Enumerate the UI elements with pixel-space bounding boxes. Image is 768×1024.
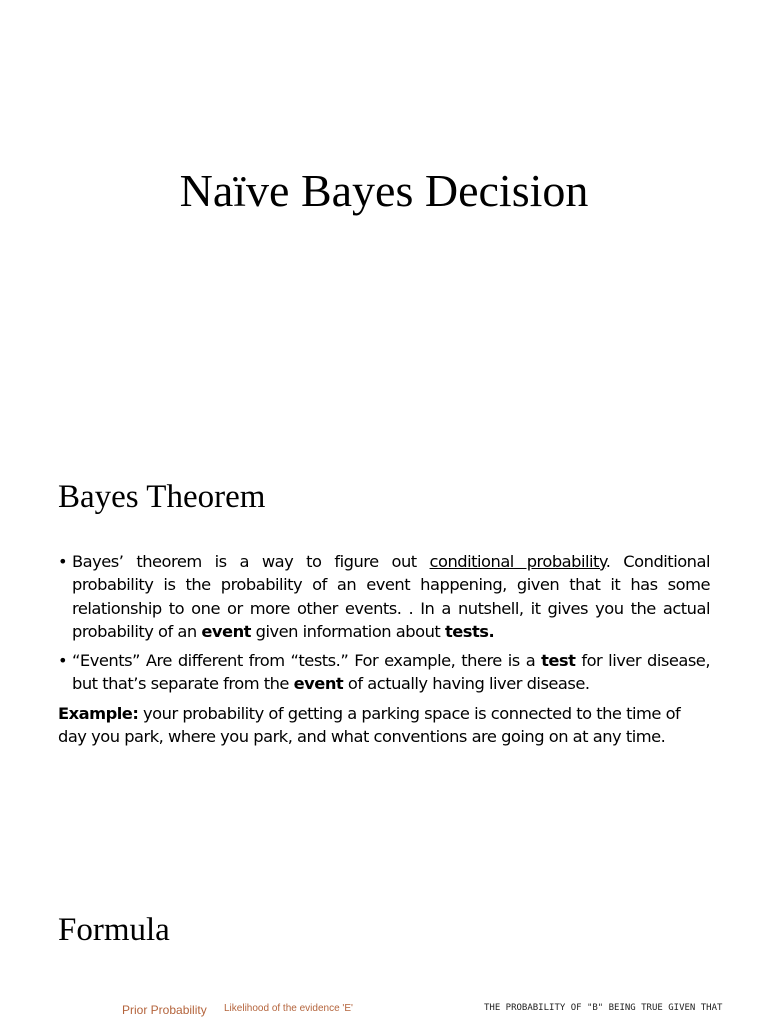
bullet-text: of actually having liver disease. <box>343 674 590 694</box>
bold-term: test <box>541 651 576 671</box>
bullet-events-vs-tests <box>58 649 710 696</box>
bullet-definition <box>58 550 710 643</box>
bullet-text: . Conditional probability is the probability of an event happening, given that it has some relationship to one or more other events. . In a nutshell, it gives you the actual probability of an <box>72 552 710 641</box>
example-paragraph <box>58 702 710 749</box>
example-label: Example: <box>58 703 139 723</box>
slide-title: Naïve Bayes Decision <box>179 165 589 216</box>
formula-heading: Formula <box>58 912 170 948</box>
prior-probability-note: Prior Probability <box>122 1003 207 1017</box>
bold-term: event <box>201 621 251 641</box>
bullet-text: for liver disease, but that’s separate from the <box>72 651 710 694</box>
bold-term: tests. <box>444 621 495 641</box>
example-text: your probability of getting a parking space is connected to the time of day you park, where you park, and what conventions are going on at any time. <box>58 703 681 747</box>
bullet-text: “Events” Are different from “tests.” For example, there is a <box>72 651 542 671</box>
handwritten-note: THE PROBABILITY OF "B" BEING TRUE GIVEN THAT <box>484 1003 723 1013</box>
bayes-theorem-body <box>58 550 710 748</box>
likelihood-note: Likelihood of the evidence 'E' <box>224 1003 353 1014</box>
bullet-text: given information about <box>250 621 445 641</box>
conditional-probability-link[interactable]: conditional probability <box>429 552 606 571</box>
bullet-text: Bayes’ theorem is a way to figure out <box>72 552 430 571</box>
bayes-theorem-heading: Bayes Theorem <box>58 479 266 515</box>
bold-term: event <box>293 674 344 694</box>
